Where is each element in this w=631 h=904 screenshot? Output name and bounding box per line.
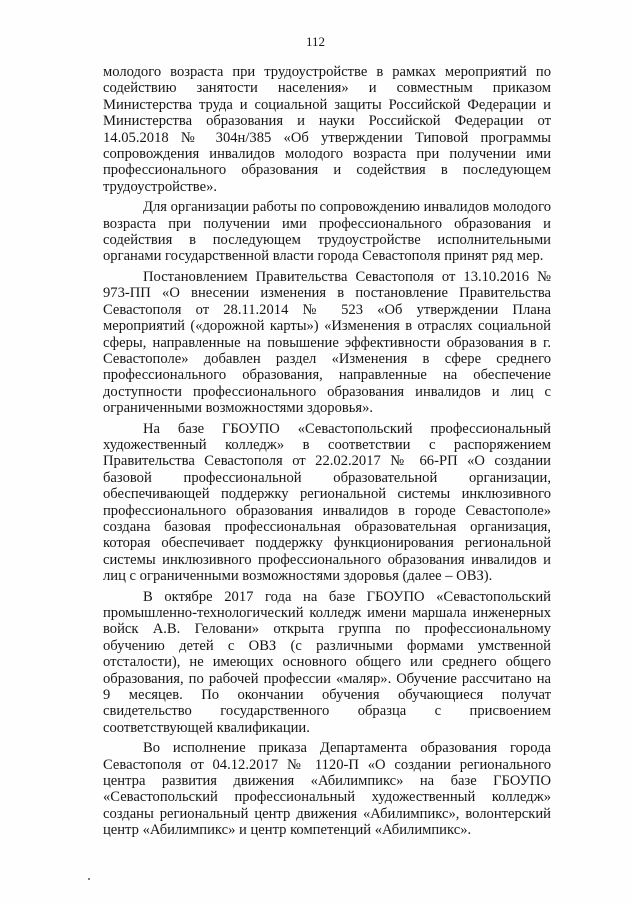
paragraph-abilympics: Во исполнение приказа Департамента образования города Севастополя от 04.12.2017 № 1120-П «О создании регионального центра развития движения «Абилимпикс» на базе ГБОУПО «Севастопольский профессиональный художественный колледж» созданы региональный центр движения «Абилимпикс», волонтерский центр «Абилимпикс» и центр компетенций «Абилимпикс». <box>103 740 551 839</box>
paragraph-base-organization: На базе ГБОУПО «Севастопольский профессиональный художественный колледж» в соответствии с распоряжением Правительства Севастополя от 22.02.2017 № 66-РП «О создании базовой профессиональной образовательной организации, обеспечивающей поддержку региональной системы инклюзивного профессионального образования инвалидов в городе Севастополе» создана базовая профессиональная образовательная организация, которая обеспечивает поддержку функционирования региональной системы инклюзивного профессионального образования инвалидов и лиц с ограниченными возможностями здоровья (далее – ОВЗ). <box>103 420 551 585</box>
page-number: 112 <box>305 34 326 49</box>
paragraph-resolution: Постановлением Правительства Севастополя от 13.10.2016 № 973-ПП «О внесении изменения в постановление Правительства Севастополя от 28.11.2014 № 523 «Об утверждении Плана мероприятий («дорожной карты») «Изменения в отраслях социальной сферы, направленные на повышение эффективности образования в г. Севастополе» добавлен раздел «Изменения в сфере среднего профессионального образования, направленные на обеспечение доступности профессионального образования инвалидов и лиц с ограниченными возможностями здоровья». <box>103 268 551 417</box>
paragraph-continuation: молодого возраста при трудоустройстве в рамках мероприятий по содействию занятости населения» и совместным приказом Министерства труда и социальной защиты Российской Федерации и Министерства образования и науки Российской Федерации от 14.05.2018 № 304н/385 «Об утверждении Типовой программы сопровождения инвалидов молодого возраста при получении ими профессионального образования и содействия в последующем трудоустройстве». <box>103 64 551 195</box>
document-body <box>103 64 551 839</box>
scan-speck <box>88 878 90 880</box>
paragraph-measures: Для организации работы по сопровождению инвалидов молодого возраста при получении ими профессионального образования и содействия в последующем трудоустройстве исполнительными органами государственной власти города Севастополя принят ряд мер. <box>103 199 551 265</box>
paragraph-training-group: В октябре 2017 года на базе ГБОУПО «Севастопольский промышленно-технологический колледж имени маршала инженерных войск А.В. Геловани» открыта группа по профессиональному обучению детей с ОВЗ (с различными формами умственной отсталости), не имеющих основного общего или среднего общего образования, по рабочей профессии «маляр». Обучение рассчитано на 9 месяцев. По окончании обучения обучающиеся получат свидетельство государственного образца с присвоением соответствующей квалификации. <box>103 588 551 736</box>
